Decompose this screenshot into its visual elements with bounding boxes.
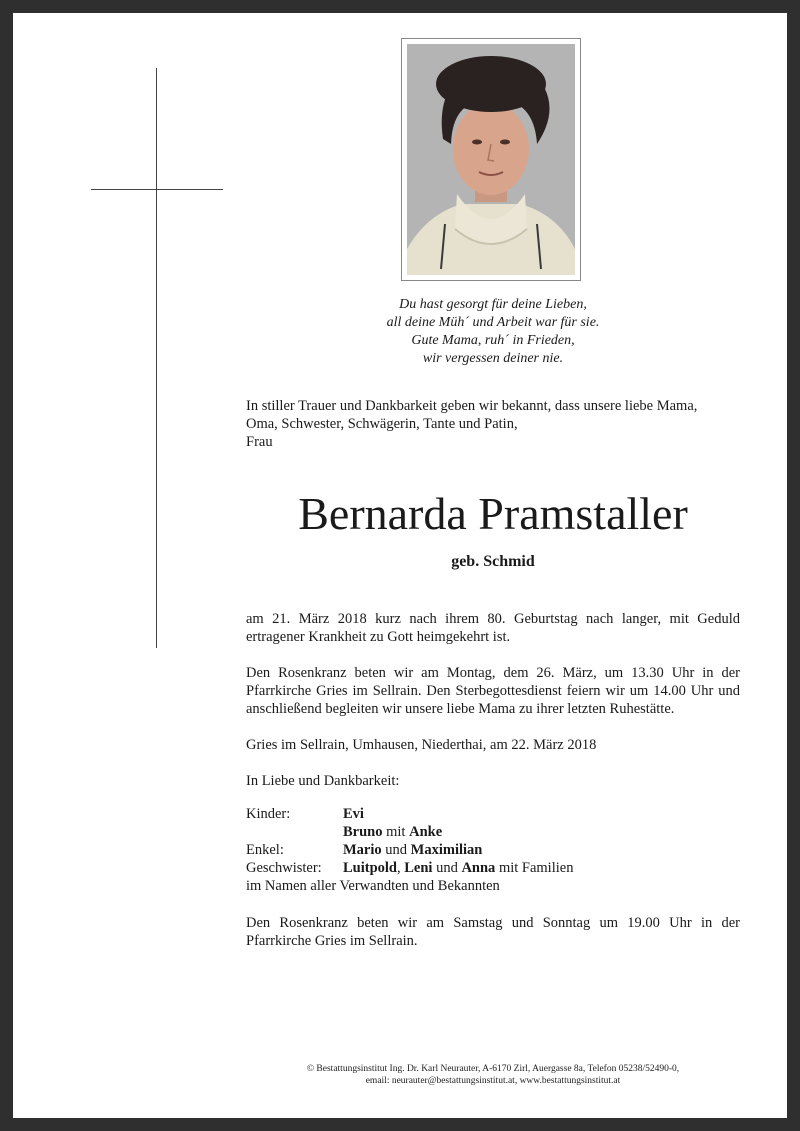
family-row-relatives <box>246 877 740 895</box>
poem-line: Du hast gesorgt für deine Lieben, <box>399 297 587 312</box>
intro-line: Frau <box>246 434 273 450</box>
siblings-label: Geschwister: <box>246 860 322 876</box>
connector-text: mit Familien <box>498 860 574 876</box>
sibling-name: Leni <box>404 860 433 876</box>
place-date: Gries im Sellrain, Umhausen, Niederthai, am 22. März 2018 <box>246 737 597 753</box>
grandchild-name: Maximilian <box>410 842 483 858</box>
rosary-mass-info: Den Rosenkranz beten wir am Montag, dem 26. März, um 13.30 Uhr in der Pfarrkirche Gries im Sellrain. Den Sterbegottesdienst feiern wir um 14.00 Uhr und anschließend begleiten wir unsere liebe Mama zu ihrer letzten Ruhestätte. <box>246 665 740 717</box>
intro-line: In stiller Trauer und Dankbarkeit geben wir bekannt, dass unsere liebe Mama, <box>246 398 698 414</box>
partner-name: Anke <box>409 824 443 840</box>
family-row-grandchildren <box>246 841 740 859</box>
deceased-name: Bernarda Pramstaller <box>298 488 688 539</box>
poem-line: wir vergessen deiner nie. <box>422 351 564 366</box>
footer-contact: email: neurauter@bestattungsinstitut.at, www.bestattungsinstitut.at <box>365 1076 621 1086</box>
family-row-children-2 <box>246 823 740 841</box>
child-name: Bruno <box>343 824 383 840</box>
connector-text: mit <box>386 824 406 840</box>
family-row-children <box>246 805 740 823</box>
poem-line: Gute Mama, ruh´ in Frieden, <box>411 333 575 348</box>
relatives-text: im Namen aller Verwandten und Bekannten <box>246 878 500 894</box>
intro-paragraph <box>246 397 740 451</box>
sibling-name: Luitpold <box>343 860 397 876</box>
poem-line: all deine Müh´ und Arbeit war für sie. <box>386 315 600 330</box>
grandchild-name: Mario <box>343 842 382 858</box>
portrait-illustration <box>407 44 575 275</box>
child-name: Evi <box>343 806 364 822</box>
intro-line: Oma, Schwester, Schwägerin, Tante und Patin, <box>246 416 518 432</box>
footer-address: © Bestattungsinstitut Ing. Dr. Karl Neurauter, A-6170 Zirl, Auergasse 8a, Telefon 05238/52490-0, <box>306 1064 680 1074</box>
connector-text: und <box>436 860 458 876</box>
family-row-siblings <box>246 859 740 877</box>
portrait-frame <box>401 38 581 281</box>
poem <box>246 296 740 368</box>
cross-horizontal-bar <box>91 189 223 190</box>
footer <box>246 1063 740 1087</box>
children-label: Kinder: <box>246 806 291 822</box>
connector-text: , <box>397 860 401 876</box>
portrait-photo <box>407 44 575 275</box>
love-line: In Liebe und Dankbarkeit: <box>246 773 400 789</box>
cross-vertical-bar <box>156 68 157 648</box>
death-notice: am 21. März 2018 kurz nach ihrem 80. Geburtstag nach langer, mit Geduld ertragener Krankheit zu Gott heimgekehrt ist. <box>246 611 740 645</box>
connector-text: und <box>385 842 408 858</box>
sibling-name: Anna <box>461 860 496 876</box>
rosary-weekend-info: Den Rosenkranz beten wir am Samstag und Sonntag um 19.00 Uhr in der Pfarrkirche Gries im Sellrain. <box>246 915 740 949</box>
maiden-name: geb. Schmid <box>451 553 535 570</box>
grandchildren-label: Enkel: <box>246 842 284 858</box>
family-list <box>246 805 740 895</box>
